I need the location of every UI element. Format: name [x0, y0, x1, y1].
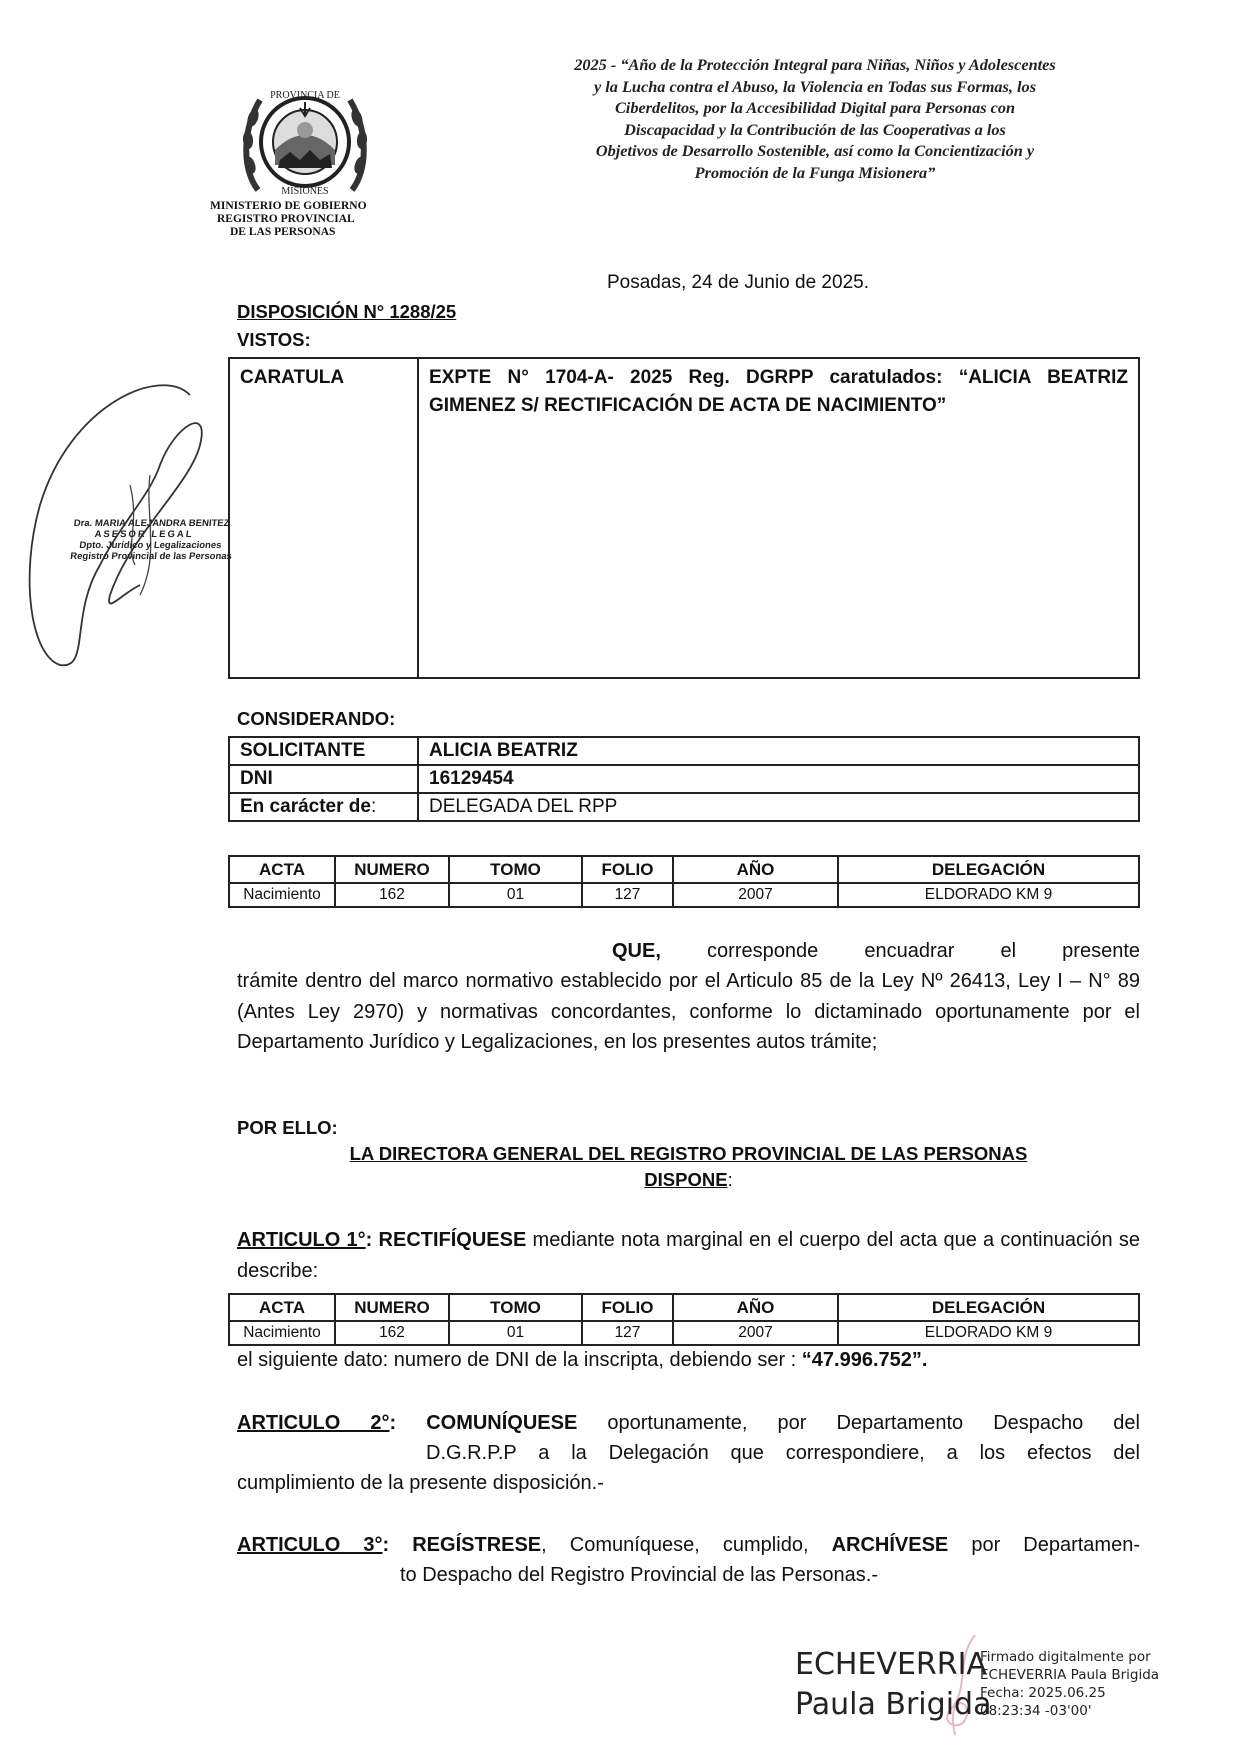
ministry-line: DE LAS PERSONAS — [230, 226, 336, 238]
considerando-heading: CONSIDERANDO: — [237, 708, 396, 729]
art2-label: ARTICULO 2° — [237, 1412, 390, 1434]
svg-text:PROVINCIA DE: PROVINCIA DE — [270, 90, 340, 101]
dispone-word: DISPONE — [644, 1169, 728, 1190]
art1-colon: : — [365, 1229, 373, 1251]
art3-text-1: , Comuníquese, cumplido, — [541, 1534, 832, 1556]
col-header: FOLIO — [582, 1294, 673, 1321]
digital-signature-info — [980, 1648, 1159, 1720]
col-header: TOMO — [449, 856, 582, 883]
motto-line: Ciberdelitos, por la Accesibilidad Digital para Personas con — [614, 98, 1016, 117]
motto-line: y la Lucha contra el Abuso, la Violencia en Todas sus Formas, los — [593, 76, 1037, 96]
dispone-colon: : — [727, 1169, 733, 1190]
signature-info-line: Firmado digitalmente por — [980, 1649, 1151, 1665]
table-cell: 2007 — [673, 883, 838, 907]
dni-value: 16129454 — [418, 765, 1139, 793]
ministry-line: MINISTERIO DE GOBIERNO — [210, 200, 367, 212]
art3-text-2: por Departamen- — [948, 1534, 1140, 1556]
disposicion-number: DISPOSICIÓN N° 1288/25 — [237, 301, 457, 322]
signature-info-line: ECHEVERRIA Paula Brigida — [980, 1667, 1160, 1683]
table-row — [229, 793, 1139, 821]
motto-line: Promoción de la Funga Misionera” — [694, 162, 936, 182]
dni-label: DNI — [229, 765, 418, 793]
caracter-label-colon: : — [370, 796, 377, 817]
art1-after-text: el siguiente dato: numero de DNI de la inscripta, debiendo ser : — [237, 1349, 802, 1371]
caracter-label — [229, 793, 418, 821]
que-first-line — [612, 936, 1140, 967]
acta-table — [228, 855, 1140, 908]
art2-first-line: oportunamente, por Departamento Despacho del — [577, 1412, 1141, 1434]
por-ello-heading: POR ELLO: — [237, 1117, 338, 1138]
table-cell: Nacimiento — [229, 1321, 335, 1345]
table-cell: ELDORADO KM 9 — [838, 883, 1139, 907]
table-cell: Nacimiento — [229, 883, 335, 907]
solicitante-value: ALICIA BEATRIZ — [418, 737, 1139, 765]
que-body: trámite dentro del marco normativo establecido por el Articulo 85 de la Ley Nº 26413, Ley I – N° 89 (Antes Ley 2970) y normativas concordantes, conforme lo dictaminado oportunamente por el Departamento Jurídico y Legalizaciones, en los presentes autos trámite; — [237, 970, 1140, 1053]
svg-text:MISIONES: MISIONES — [281, 186, 329, 197]
stamp-line: ASESOR LEGAL — [94, 529, 195, 540]
stamp-line: Registro Provincial de las Personas — [69, 551, 233, 562]
col-header: TOMO — [449, 1294, 582, 1321]
ministry-header — [210, 200, 367, 239]
table-cell: 162 — [335, 883, 449, 907]
legal-advisor-stamp — [70, 518, 236, 562]
art1-dni-value: “47.996.752”. — [801, 1349, 928, 1371]
stamp-line: Dra. MARIA ALEJANDRA BENITEZ — [73, 518, 231, 529]
col-header: AÑO — [673, 1294, 838, 1321]
signature-info-line: Fecha: 2025.06.25 — [980, 1685, 1106, 1701]
table-row — [229, 765, 1139, 793]
articulo-3 — [237, 1530, 1140, 1561]
col-header: NUMERO — [335, 856, 449, 883]
digital-signer-name — [795, 1645, 991, 1725]
col-header: DELEGACIÓN — [838, 856, 1139, 883]
art1-after — [237, 1345, 1140, 1376]
col-header: NUMERO — [335, 1294, 449, 1321]
art1-text: mediante nota marginal en el cuerpo del acta que a continuación se describe: — [237, 1229, 1140, 1282]
motto-line: Objetivos de Desarrollo Sostenible, así como la Concientización y — [595, 141, 1035, 160]
que-lead: QUE, — [612, 940, 661, 962]
year-motto — [500, 54, 1130, 183]
table-row — [229, 1321, 1139, 1345]
date-line: Posadas, 24 de Junio de 2025. — [607, 272, 869, 293]
que-first-line-text: corresponde encuadrar el presente — [707, 940, 1141, 962]
table-cell: 01 — [449, 1321, 582, 1345]
table-cell: ELDORADO KM 9 — [838, 1321, 1139, 1345]
art2-colon: : — [389, 1412, 397, 1434]
art2-verb: COMUNÍQUESE — [426, 1412, 578, 1434]
signature-info-line: 08:23:34 -03'00' — [980, 1703, 1092, 1719]
table-row — [229, 883, 1139, 907]
motto-line: Discapacidad y la Contribución de las Cooperativas a los — [624, 119, 1006, 139]
art3-verb-2: ARCHÍVESE — [831, 1534, 949, 1556]
col-header: DELEGACIÓN — [838, 1294, 1139, 1321]
col-header: FOLIO — [582, 856, 673, 883]
table-cell: 127 — [582, 883, 673, 907]
vistos-heading: VISTOS: — [237, 329, 311, 350]
signer-name-line: ECHEVERRIA — [795, 1647, 987, 1682]
art1-verb: RECTIFÍQUESE — [378, 1229, 527, 1251]
table-cell: 162 — [335, 1321, 449, 1345]
acta-table — [228, 1293, 1140, 1346]
solicitante-label: SOLICITANTE — [229, 737, 418, 765]
art2-second-line: D.G.R.P.P a la Delegación que correspondiere, a los efectos del — [426, 1442, 1140, 1464]
table-row — [229, 737, 1139, 765]
art3-label: ARTICULO 3° — [237, 1534, 383, 1556]
table-header-row — [229, 856, 1139, 883]
provincia-misiones-emblem — [240, 80, 370, 202]
signer-name-line: Paula Brigida — [795, 1687, 992, 1722]
table-cell: 127 — [582, 1321, 673, 1345]
solicitante-table — [228, 736, 1140, 822]
ministry-line: REGISTRO PROVINCIAL — [217, 213, 355, 225]
table-header-row — [229, 1294, 1139, 1321]
art3-verb-1: REGÍSTRESE — [412, 1534, 542, 1556]
art2-third-line: cumplimiento de la presente disposición.- — [237, 1472, 604, 1494]
col-header: AÑO — [673, 856, 838, 883]
col-header: ACTA — [229, 1294, 335, 1321]
stamp-line: Dpto. Jurídico y Legalizaciones — [78, 540, 223, 551]
directora-heading: LA DIRECTORA GENERAL DEL REGISTRO PROVINCIAL DE LAS PERSONAS — [349, 1143, 1028, 1164]
art3-line-2: to Despacho del Registro Provincial de las Personas.- — [400, 1564, 879, 1586]
articulo-1 — [237, 1225, 1140, 1286]
dispone-heading — [237, 1169, 1140, 1191]
caracter-value: DELEGADA DEL RPP — [418, 793, 1139, 821]
table-cell: 2007 — [673, 1321, 838, 1345]
table-cell: 01 — [449, 883, 582, 907]
col-header: ACTA — [229, 856, 335, 883]
articulo-2 — [237, 1408, 1140, 1439]
caratula-value: EXPTE N° 1704-A- 2025 Reg. DGRPP caratulados: “ALICIA BEATRIZ GIMENEZ S/ RECTIFICACIÓN DE ACTA DE NACIMIENTO” — [418, 358, 1139, 678]
art3-colon: : — [382, 1534, 390, 1556]
motto-line: 2025 - “Año de la Protección Integral para Niñas, Niños y Adolescentes — [574, 55, 1056, 74]
caratula-label: CARATULA — [229, 358, 418, 678]
caracter-label-text: En carácter de — [240, 796, 371, 817]
art1-label: ARTICULO 1° — [237, 1229, 366, 1251]
caratula-table — [228, 357, 1140, 679]
